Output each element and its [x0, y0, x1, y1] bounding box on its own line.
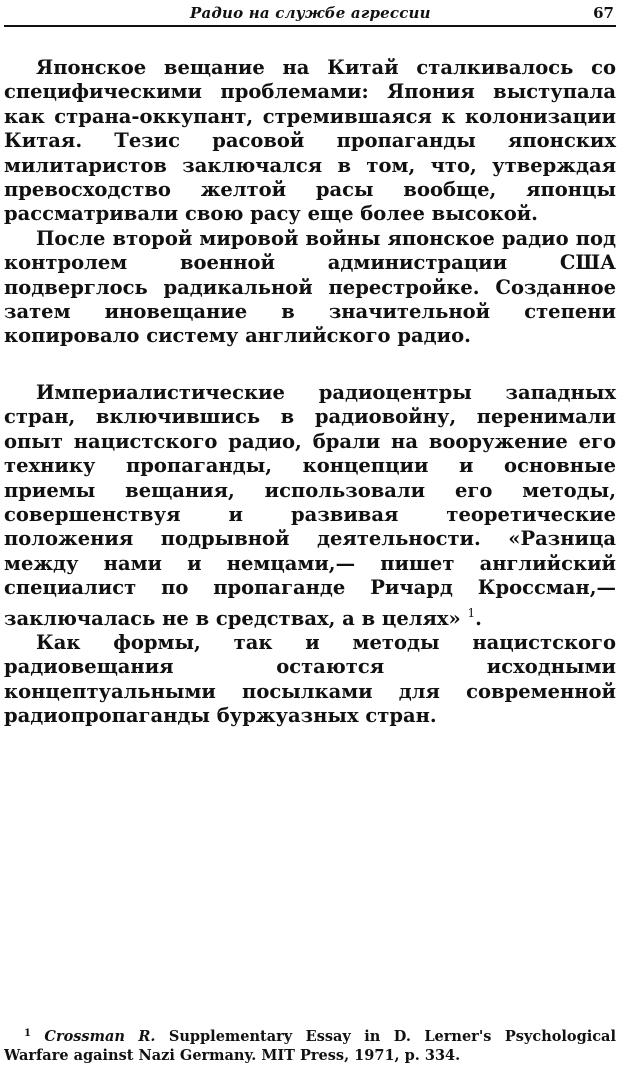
paragraph-imperialist-radio-text: Империалистические радиоцентры западных стран, включившись в радиовойну, перенимали опыт нацистского радио, брали на вооружение его технику пропаганды, концепции и основные приемы вещания, использовали его методы, совершенствуя и развивая теоретические положения подрывной деятельности. «Разница между нами и немцами,— пишет английский специалист по пропаганде Ричард Кроссман,— заключалась не в средствах, а в целях» — [4, 381, 616, 630]
footnote-marker: 1 — [24, 1028, 31, 1039]
page-header — [0, 4, 620, 26]
text-block-top — [4, 56, 616, 349]
footnote — [4, 1024, 616, 1065]
paragraph-postwar-radio: После второй мировой войны японское радио под контролем военной администрации США подверглось радикальной перестройке. Созданное затем иновещание в значительной степени копировало систему английского радио. — [4, 226, 616, 348]
page-number: 67 — [593, 4, 614, 22]
text-block-bottom — [4, 381, 616, 729]
footnote-text: Supplementary Essay in D. Lerner's Psychological Warfare against Nazi Germany. MIT Press, 1971, p. 334. — [4, 1028, 616, 1064]
paragraph-imperialist-radio-end: . — [475, 606, 482, 630]
footnote-author: Crossman R. — [44, 1028, 156, 1045]
paragraph-imperialist-radio — [4, 381, 616, 631]
footnote-reference: 1 — [467, 605, 476, 620]
footnote-entry — [4, 1024, 616, 1065]
running-title: Радио на службе агрессии — [190, 4, 431, 22]
paragraph-nazi-methods: Как формы, так и методы нацистского радиовещания остаются исходными концептуальными посылками для современной радиопропаганды буржуазных стран. — [4, 631, 616, 728]
header-rule — [4, 25, 616, 27]
paragraph-japan-china: Японское вещание на Китай сталкивалось со специфическими проблемами: Япония выступала как страна-оккупант, стремившаяся к колонизации Китая. Тезис расовой пропаганды японских милитаристов заключался в том, что, утверждая превосходство желтой расы вообще, японцы рассматривали свою расу еще более высокой. — [4, 56, 616, 226]
